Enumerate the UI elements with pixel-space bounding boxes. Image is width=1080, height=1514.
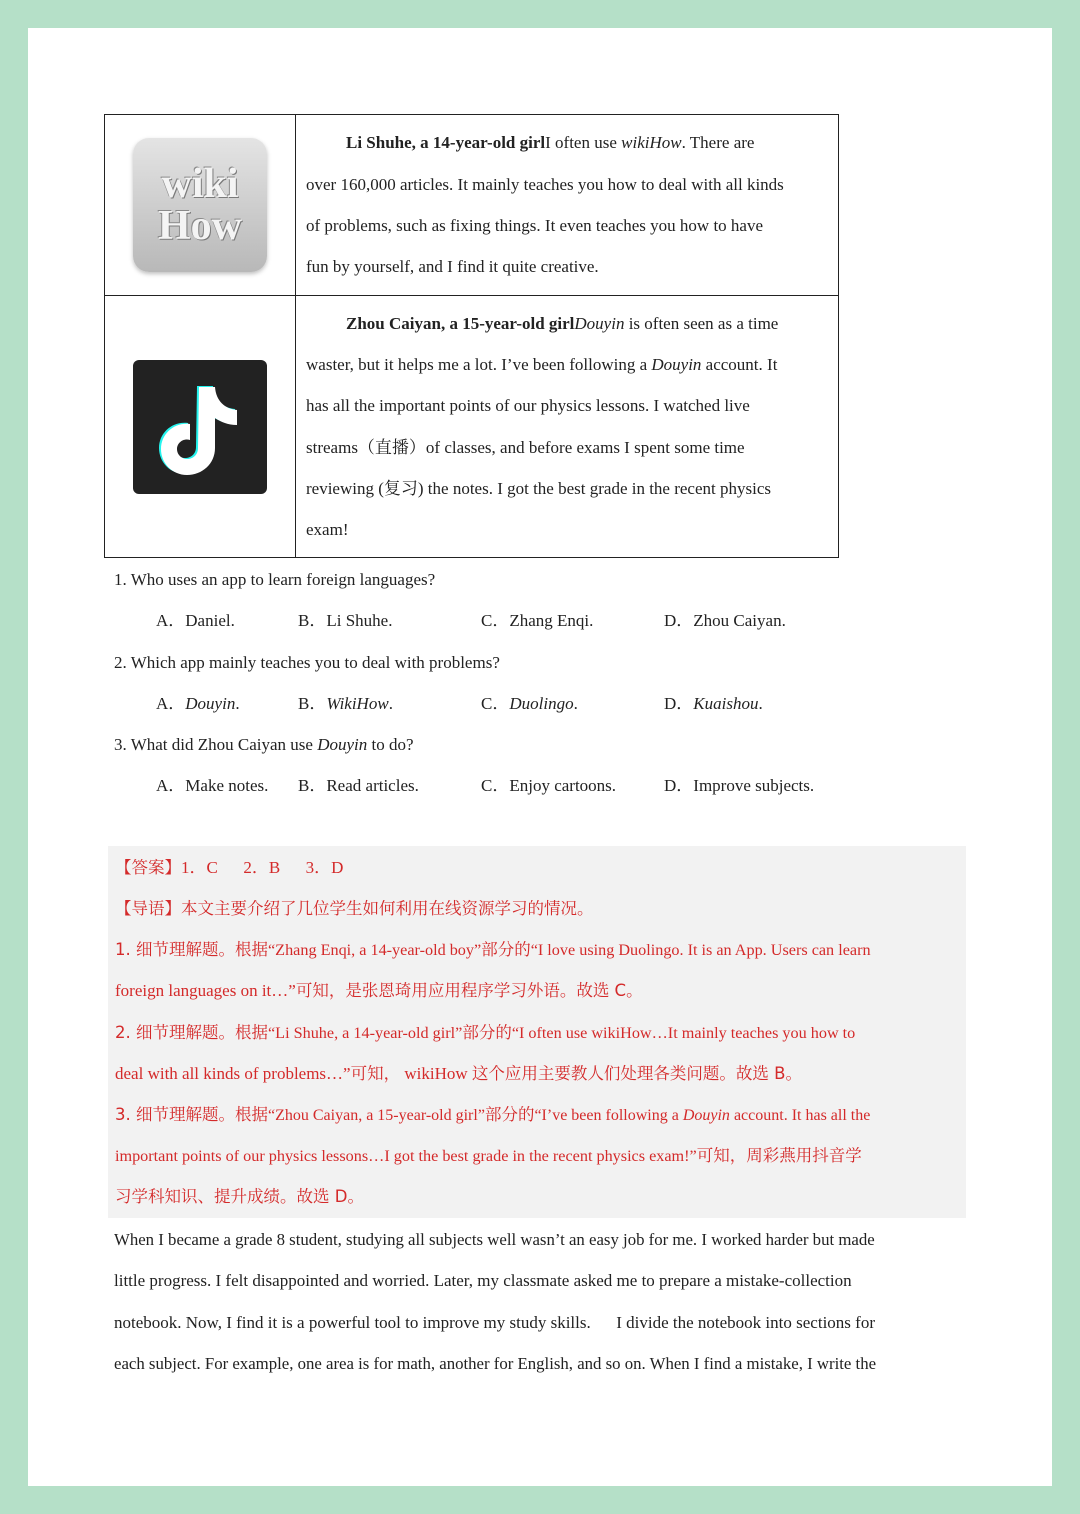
answer-key: 【答案】1．C 2．B 3．D	[115, 858, 344, 877]
guide-line: 【导语】本文主要介绍了几位学生如何利用在线资源学习的情况。	[115, 899, 594, 918]
option-d: D．Zhou Caiyan.	[664, 611, 786, 630]
app-comments-table	[104, 114, 839, 558]
question-1: 1. Who uses an app to learn foreign languages?	[114, 570, 436, 589]
option-c: C．Duolingo.	[481, 694, 578, 713]
explanation-1: 1. 细节理解题。根据“Zhang Enqi, a 14-year-old boy”部分的“I love using Duolingo. It is an App. Users can learn	[115, 940, 871, 959]
li-shuhe-comment: Li Shuhe, a 14-year-old girlI often use wikiHow. There are over 160,000 articles. It mainly teaches you how to deal with all kinds of problems, such as fixing things. It even teaches you how to have fun by yourself, and I find it quite creative.	[296, 115, 839, 296]
option-b: B．Li Shuhe.	[298, 611, 393, 630]
option-a: A．Daniel.	[156, 611, 235, 630]
option-d: D．Improve subjects.	[664, 776, 815, 795]
option-a: A．Make notes.	[156, 776, 269, 795]
passage-line: notebook. Now, I find it is a powerful tool to improve my study skills. I divide the notebook into sections for	[114, 1313, 875, 1332]
passage-line: little progress. I felt disappointed and worried. Later, my classmate asked me to prepare a mistake-collection	[114, 1271, 852, 1290]
explanation-2-cont: deal with all kinds of problems…”可知， wikiHow 这个应用主要教人们处理各类问题。故选 B。	[115, 1064, 802, 1083]
passage-line: each subject. For example, one area is for math, another for English, and so on. When I find a mistake, I write the	[114, 1354, 877, 1373]
worksheet-page	[28, 28, 1052, 1486]
wikihow-logo-icon: wiki How	[133, 138, 267, 272]
explanation-3-end: 习学科知识、提升成绩。故选 D。	[115, 1187, 364, 1206]
passage-line: When I became a grade 8 student, studying all subjects well wasn’t an easy job for me. I worked harder but made	[114, 1230, 875, 1249]
option-a: A．Douyin.	[156, 694, 240, 713]
option-c: C．Zhang Enqi.	[481, 611, 594, 630]
douyin-logo-cell	[105, 296, 296, 558]
speaker-name: Li Shuhe, a 14-year-old girl	[346, 133, 546, 153]
option-b: B．Read articles.	[298, 776, 419, 795]
explanation-2: 2. 细节理解题。根据“Li Shuhe, a 14-year-old girl”部分的“I often use wikiHow…It mainly teaches you how to	[115, 1023, 856, 1042]
explanation-3: 3. 细节理解题。根据“Zhou Caiyan, a 15-year-old girl”部分的“I’ve been following a Douyin account. It has all the	[115, 1105, 871, 1124]
question-3: 3. What did Zhou Caiyan use Douyin to do?	[114, 735, 414, 754]
zhou-caiyan-comment: Zhou Caiyan, a 15-year-old girlDouyin is often seen as a time waster, but it helps me a lot. I’ve been following a Douyin account. It has all the important points of our physics lessons. I watched live streams（直播）of classes, and before exams I spent some time reviewing (复习) the notes. I got the best grade in the recent physics exam!	[296, 296, 839, 558]
option-c: C．Enjoy cartoons.	[481, 776, 617, 795]
speaker-name: Zhou Caiyan, a 15-year-old girl	[346, 313, 575, 333]
wikihow-logo-cell	[105, 115, 296, 296]
explanation-1-cont: foreign languages on it…”可知，是张恩琦用应用程序学习外语。故选 C。	[115, 981, 643, 1000]
option-b: B．WikiHow.	[298, 694, 393, 713]
question-2: 2. Which app mainly teaches you to deal with problems?	[114, 653, 500, 672]
option-d: D．Kuaishou.	[664, 694, 763, 713]
table-row	[105, 115, 839, 296]
explanation-3-cont: important points of our physics lessons…I got the best grade in the recent physics exam!”可知，周彩燕用抖音学	[115, 1146, 862, 1165]
answer-explanation-box	[108, 846, 966, 1218]
table-row	[105, 296, 839, 558]
douyin-logo-icon	[133, 360, 267, 494]
